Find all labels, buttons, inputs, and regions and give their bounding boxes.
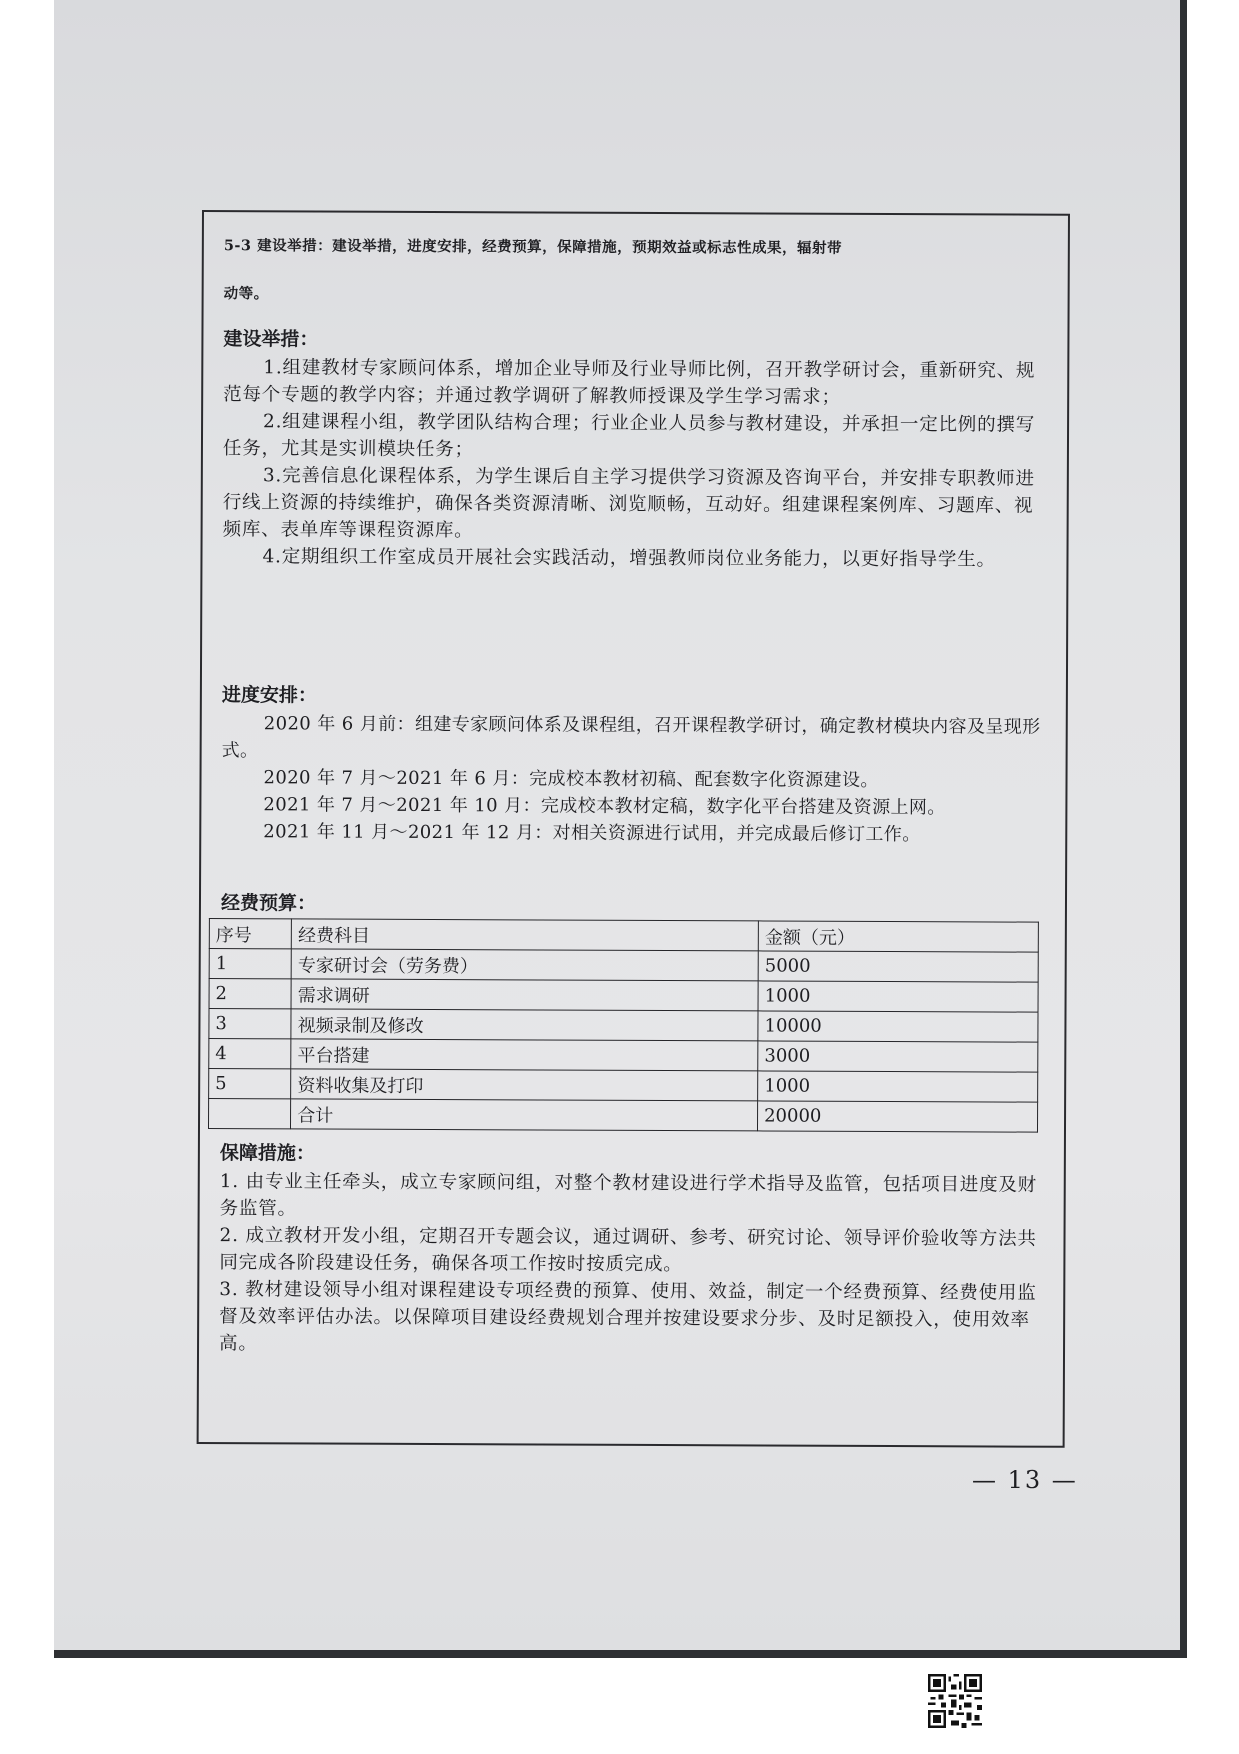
schedule-item: 2020 年 6 月前：组建专家顾问体系及课程组，召开课程教学研讨，确定教材模块内容及呈现形式。 (221, 713, 1041, 762)
table-cell: 需求调研 (291, 979, 758, 1011)
table-row (209, 1069, 1038, 1103)
table-cell: 10000 (758, 1011, 1038, 1042)
schedule-title: 进度安排： (221, 684, 317, 707)
guarantee-title: 保障措施： (219, 1142, 315, 1165)
table-row (209, 1009, 1038, 1043)
heading-line-1: 5-3 建设举措：建设举措，进度安排，经费预算，保障措施，预期效益或标志性成果，辐射带 (223, 237, 843, 257)
table-cell: 3000 (758, 1041, 1038, 1072)
table-row (209, 979, 1038, 1013)
table-cell: 2 (209, 979, 291, 1009)
table-total-row (208, 1099, 1037, 1133)
header-cell: 经费科目 (292, 919, 759, 951)
header-cell: 序号 (209, 919, 291, 949)
measures-list (222, 354, 1043, 574)
guarantee-list (219, 1168, 1040, 1361)
measure-item: 2.组建课程小组，教学团队结构合理；行业企业人员参与教材建设，并承担一定比例的撰写任务，尤其是实训模块任务； (222, 411, 1036, 461)
table-cell: 20000 (758, 1101, 1038, 1132)
schedule-item: 2021 年 11 月～2021 年 12 月：对相关资源进行试用，并完成最后修订工作。 (263, 821, 921, 846)
table-row (209, 949, 1038, 983)
table-cell: 5 (209, 1069, 291, 1099)
table-cell: 视频录制及修改 (291, 1009, 758, 1041)
guarantee-item: 1. 由专业主任牵头，成立专家顾问组，对整个教材建设进行学术指导及监管，包括项目进度及财务监管。 (219, 1171, 1038, 1220)
table-cell: 4 (209, 1039, 291, 1069)
table-cell: 资料收集及打印 (291, 1069, 758, 1101)
budget-title: 经费预算： (220, 892, 317, 915)
measures-title: 建设举措： (223, 328, 319, 351)
qr-code-icon (928, 1674, 982, 1728)
table-cell: 5000 (758, 951, 1038, 982)
page-number: — 13 — (972, 1466, 1078, 1494)
header-cell: 金额（元） (758, 921, 1038, 952)
content-frame (197, 210, 1070, 1448)
table-row (209, 1039, 1038, 1073)
table-cell: 1 (209, 949, 291, 979)
measure-item: 1.组建教材专家顾问体系，增加企业导师及行业导师比例，召开教学研讨会，重新研究、规范每个专题的教学内容；并通过教学调研了解教师授课及学生学习需求； (223, 357, 1036, 408)
table-cell: 1000 (758, 1071, 1038, 1102)
table-cell: 平台搭建 (291, 1039, 758, 1071)
schedule-list (221, 710, 1042, 849)
document-page (54, 0, 1180, 1650)
guarantee-item: 3. 教材建设领导小组对课程建设专项经费的预算、使用、效益，制定一个经费预算、经费使用监督及效率评估办法。以保障项目建设经费规划合理并按建设要求分步、及时足额投入，使用效率高。 (219, 1279, 1037, 1355)
table-cell: 合计 (291, 1099, 758, 1131)
schedule-item: 2021 年 7 月～2021 年 10 月：完成校本教材定稿，数字化平台搭建及资源上网。 (263, 794, 946, 819)
table-cell: 1000 (758, 981, 1038, 1012)
measure-item: 4.定期组织工作室成员开展社会实践活动，增强教师岗位业务能力，以更好指导学生。 (262, 546, 996, 571)
section-heading (224, 222, 1054, 322)
measure-item: 3.完善信息化课程体系，为学生课后自主学习提供学习资源及咨询平台，并安排专职教师进行线上资源的持续维护，确保各类资源清晰、浏览顺畅，互动好。组建课程案例库、习题库、视频库、表单库等课程资源库。 (222, 465, 1035, 542)
schedule-item: 2020 年 7 月～2021 年 6 月：完成校本教材初稿、配套数字化资源建设。 (263, 767, 879, 791)
budget-table (208, 918, 1039, 1133)
table-cell: 3 (209, 1009, 291, 1039)
table-cell (208, 1099, 290, 1129)
guarantee-item: 2. 成立教材开发小组，定期召开专题会议，通过调研、参考、研究讨论、领导评价验收等方法共同完成各阶段建设任务，确保各项工作按时按质完成。 (219, 1225, 1037, 1276)
table-header-row (209, 919, 1038, 953)
heading-line-2: 动等。 (223, 285, 269, 303)
table-cell: 专家研讨会（劳务费） (291, 949, 758, 981)
